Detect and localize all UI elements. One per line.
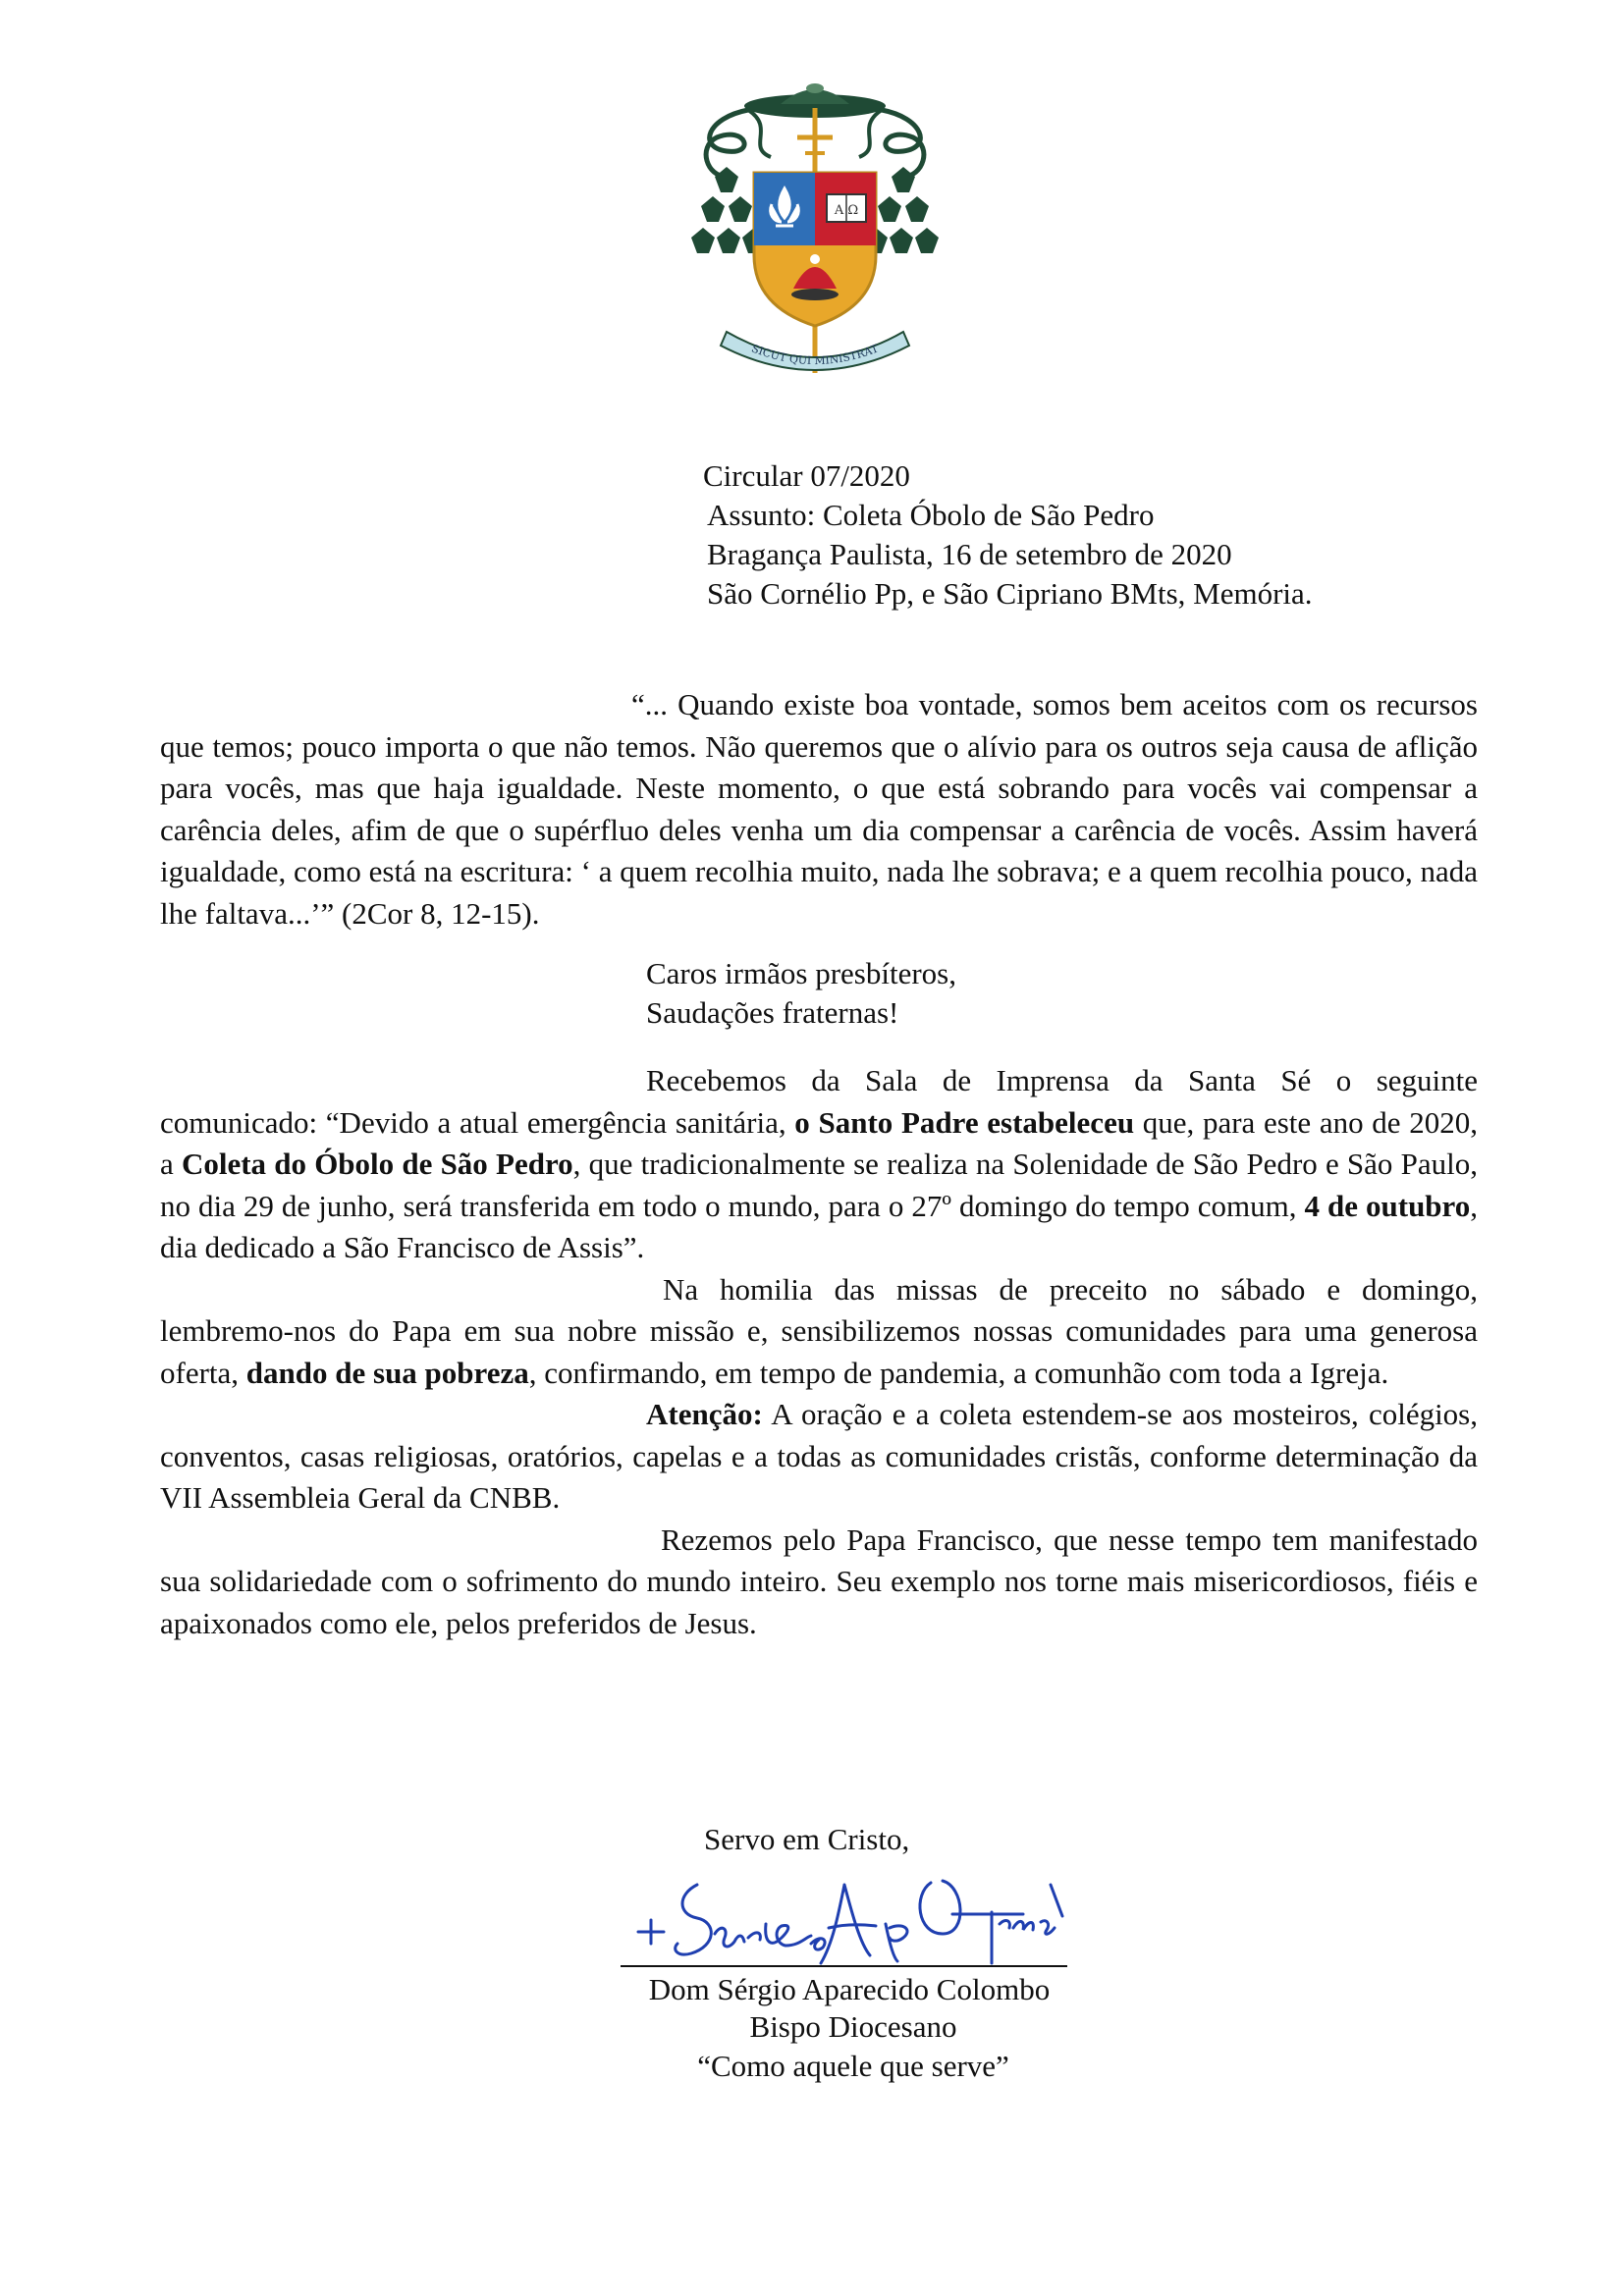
p2-text-2: , confirmando, em tempo de pandemia, a comunhão com toda a Igreja. — [528, 1355, 1389, 1390]
greeting — [646, 954, 956, 1033]
p1-bold-3: 4 de outubro — [1304, 1188, 1471, 1223]
paragraph-prayer — [160, 1520, 1478, 1645]
p2-bold-1: dando de sua pobreza — [245, 1355, 529, 1390]
scripture-quote — [160, 684, 1478, 934]
signer-title: Bispo Diocesano — [749, 2009, 957, 2044]
coat-of-arms-icon — [687, 79, 943, 383]
p1-text-1: Recebemos da Sala de Imprensa da Santa Sé o seguinte comunicado: “Devido a atual emergência sanitária, — [160, 1063, 1478, 1140]
p2-text-1: Na homilia das missas de preceito no sábado e domingo, lembremo-nos do Papa em sua nobre missão e, sensibilizemos nossas comunidades para uma generosa oferta, — [160, 1271, 1478, 1390]
paragraph-announcement — [160, 1060, 1478, 1269]
circular-header — [703, 456, 1313, 614]
signer-name: Dom Sérgio Aparecido Colombo — [648, 1972, 1051, 2006]
p1-bold-1: o Santo Padre estabeleceu — [794, 1104, 1135, 1140]
p1-bold-2: Coleta do Óbolo de São Pedro — [181, 1147, 573, 1181]
greeting-line-2: Saudações fraternas! — [646, 995, 899, 1030]
place-date-line: Bragança Paulista, 16 de setembro de 2020 — [707, 537, 1232, 571]
greeting-line-1: Caros irmãos presbíteros, — [646, 956, 956, 990]
circular-number: Circular 07/2020 — [703, 458, 910, 493]
svg-text:A Ω: A Ω — [834, 203, 859, 218]
subject-line: Assunto: Coleta Óbolo de São Pedro — [707, 498, 1155, 532]
svg-text:SICUT QUI MINISTRAT: SICUT QUI MINISTRAT — [749, 342, 881, 368]
paragraph-homily — [160, 1269, 1478, 1395]
paragraph-attention — [160, 1394, 1478, 1520]
p3-bold-1: Atenção: — [646, 1397, 763, 1431]
feast-line: São Cornélio Pp, e São Cipriano BMts, Memória. — [707, 576, 1313, 611]
signer-motto: “Como aquele que serve” — [697, 2049, 1009, 2083]
p1-text-4: , dia dedicado a São Francisco de Assis”. — [160, 1188, 1478, 1264]
closing-salutation: Servo em Cristo, — [704, 1822, 910, 1856]
p1-text-2: que, para este ano de 2020, a — [160, 1104, 1478, 1181]
handwritten-signature — [619, 1855, 1080, 1968]
p3-text-1: A oração e a coleta estendem-se aos mosteiros, colégios, conventos, casas religiosas, oratórios, capelas e a todas as comunidades cristãs, conforme determinação da VII Assembleia Geral da CNBB. — [160, 1397, 1478, 1515]
p1-text-3: , que tradicionalmente se realiza na Solenidade de São Pedro e São Paulo, no dia 29 de junho, será transferida em todo o mundo, para o 27º domingo do tempo comum, — [160, 1147, 1478, 1223]
p4-text-1: Rezemos pelo Papa Francisco, que nesse tempo tem manifestado sua solidariedade com o sofrimento do mundo inteiro. Seu exemplo nos torne mais misericordiosos, fiéis e apaixonados como ele, pelos preferidos de Jesus. — [160, 1522, 1478, 1640]
letter-body — [160, 1060, 1478, 1644]
quote-text: “... Quando existe boa vontade, somos bem aceitos com os recursos que temos; pouco importa o que não temos. Não queremos que o alívio para os outros seja causa de aflição para vocês, mas que haja igualdade. Neste momento, o que está sobrando para vocês vai compensar a carência deles, afim de que o supérfluo deles venha um dia compensar a carência de vocês. Assim haverá igualdade, como está na escritura: ‘ a quem recolhia muito, nada lhe sobrava; e a quem recolhia pouco, nada lhe faltava...’” (2Cor 8, 12-15). — [160, 687, 1478, 931]
signature-line — [621, 1965, 1067, 1967]
